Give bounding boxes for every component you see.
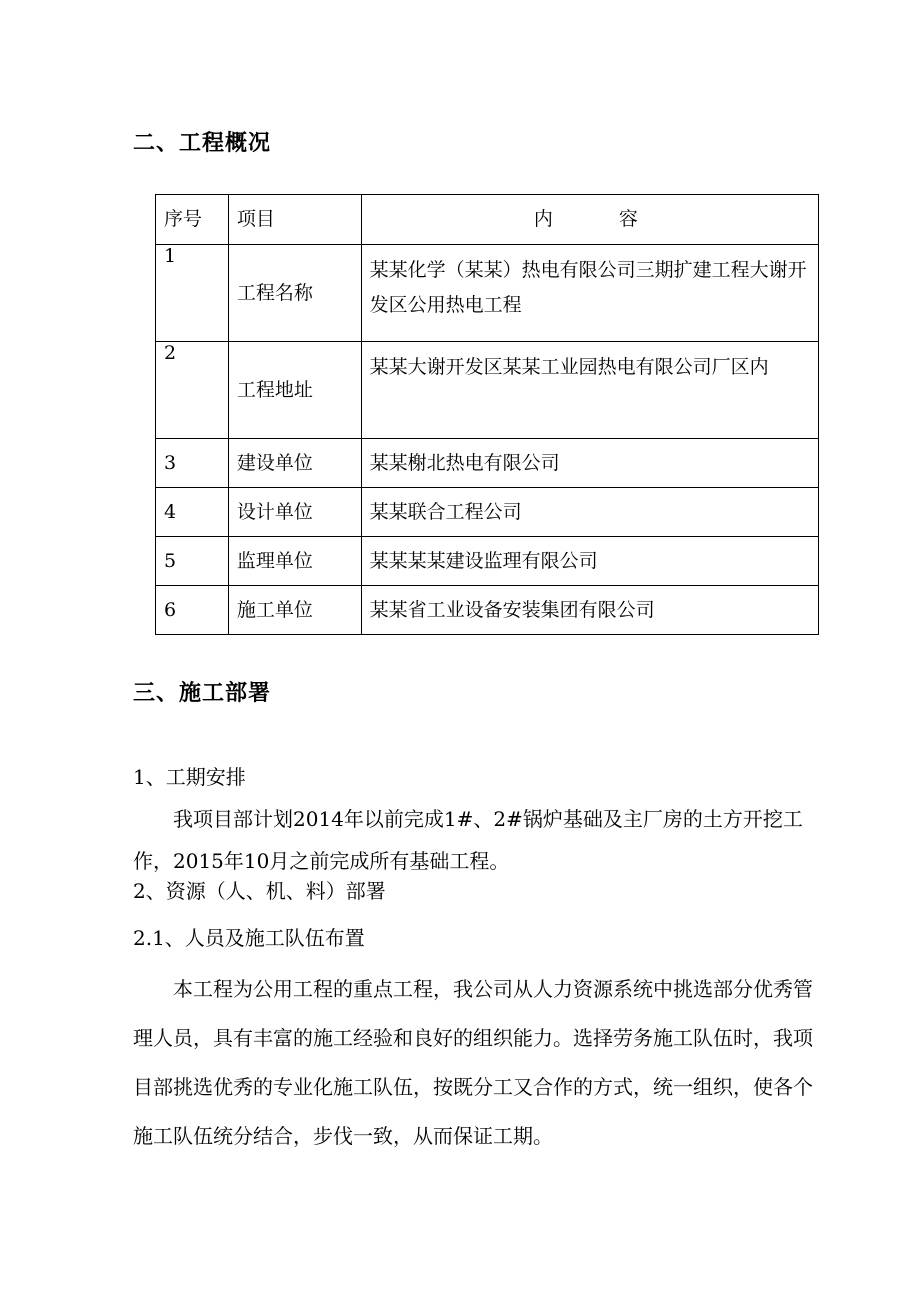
row-item: 设计单位 (228, 488, 361, 537)
row-item: 建设单位 (228, 439, 361, 488)
table-row (156, 342, 819, 439)
table-row (156, 439, 819, 488)
project-overview-table (155, 194, 819, 635)
table-header-row (156, 195, 819, 245)
table-row (156, 537, 819, 586)
row-content: 某某大谢开发区某某工业园热电有限公司厂区内 (361, 342, 818, 439)
row-content: 某某某某建设监理有限公司 (361, 537, 818, 586)
paragraph-personnel: 本工程为公用工程的重点工程，我公司从人力资源系统中挑选部分优秀管理人员，具有丰富的施工经验和良好的组织能力。选择劳务施工队伍时，我项目部挑选优秀的专业化施工队伍，按既分工又合作的方式，统一组织，使各个施工队伍统分结合，步伐一致，从而保证工期。 (133, 977, 813, 1148)
row-content: 某某化学（某某）热电有限公司三期扩建工程大谢开发区公用热电工程 (361, 245, 818, 342)
row-num: 4 (156, 488, 229, 537)
section-heading-deployment: 三、施工部署 (133, 681, 272, 706)
table-row (156, 245, 819, 342)
row-num: 6 (156, 586, 229, 635)
section-heading-overview: 二、工程概况 (133, 131, 272, 156)
subheading-schedule: 1、工期安排 (133, 765, 246, 789)
row-num: 1 (156, 245, 229, 342)
paragraph-schedule: 我项目部计划2014年以前完成1#、2#锅炉基础及主厂房的土方开挖工作，2015年10月之前完成所有基础工程。 (133, 807, 803, 873)
table-row (156, 488, 819, 537)
table-row (156, 586, 819, 635)
row-item: 监理单位 (228, 537, 361, 586)
header-item: 项目 (228, 195, 361, 245)
row-num: 3 (156, 439, 229, 488)
row-item: 工程地址 (228, 342, 361, 439)
row-num: 5 (156, 537, 229, 586)
subheading-personnel: 2.1、人员及施工队伍布置 (133, 926, 365, 950)
row-item: 施工单位 (228, 586, 361, 635)
row-content: 某某榭北热电有限公司 (361, 439, 818, 488)
subheading-resources: 2、资源（人、机、料）部署 (133, 879, 386, 903)
row-item: 工程名称 (228, 245, 361, 342)
row-num: 2 (156, 342, 229, 439)
row-content: 某某省工业设备安装集团有限公司 (361, 586, 818, 635)
header-num: 序号 (156, 195, 229, 245)
header-content: 内容 (361, 195, 818, 245)
row-content: 某某联合工程公司 (361, 488, 818, 537)
